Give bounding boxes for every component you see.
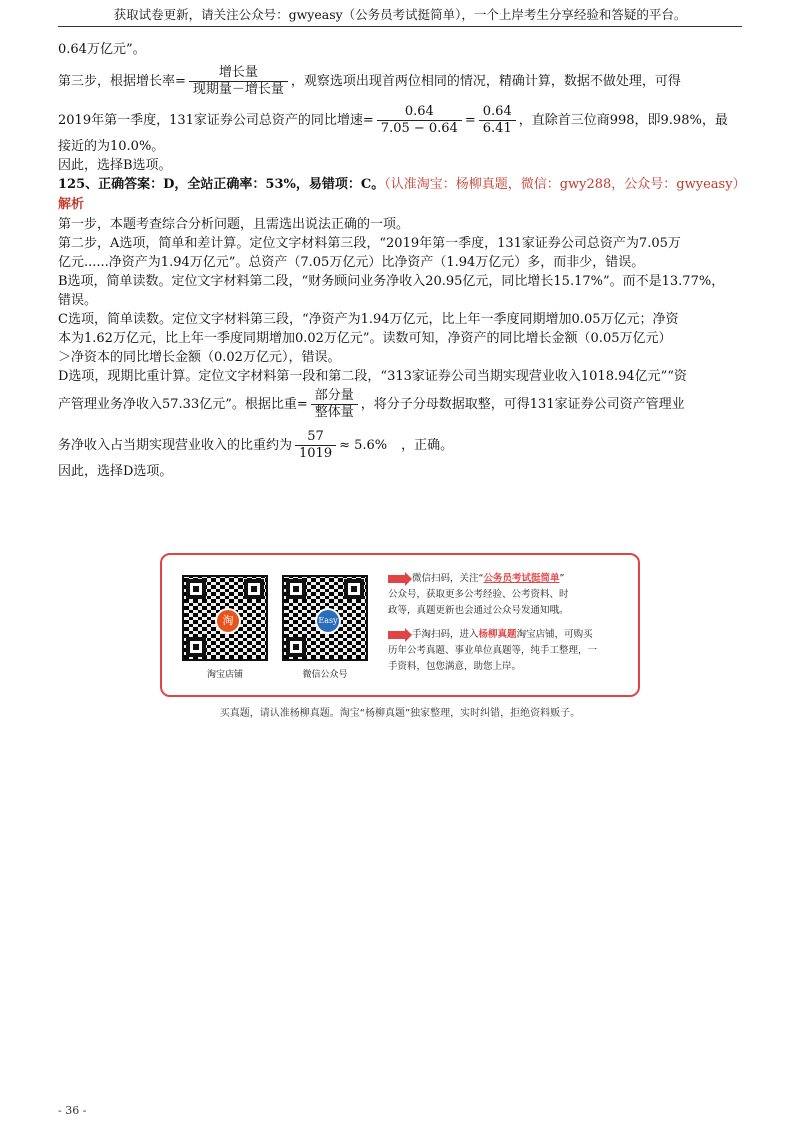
taobao-promo bbox=[388, 627, 628, 675]
promo-text-segment: 政等，真题更新也会通过公众号发通知哦。 bbox=[388, 605, 569, 616]
taobao-shop-link[interactable]: 杨柳真题 bbox=[478, 629, 517, 640]
qr-caption: 淘宝店铺 bbox=[206, 670, 243, 680]
qr-code-icon[interactable] bbox=[282, 575, 368, 661]
taobao-logo-icon: 淘 bbox=[215, 608, 241, 634]
text-segment: 产管理业务净收入57.33亿元”。根据比重= bbox=[58, 397, 308, 412]
conclusion-line: 因此，选择B选项。 bbox=[58, 158, 172, 173]
calc-fraction-1 bbox=[377, 104, 462, 137]
page-number: - 36 - bbox=[58, 1104, 87, 1117]
text-line: 本为1.62万亿元，比上年一季度同期增加0.02万亿元”。读数可知，净资产的同比增长金额（0.05万亿元） bbox=[58, 331, 672, 346]
text-segment: ，将分子分母数据取整，可得131家证券公司资产管理业 bbox=[360, 397, 685, 412]
promo-tagline: 买真题，请认准杨柳真题。淘宝“杨柳真题”独家整理，实时纠错，拒绝资料贩子。 bbox=[219, 708, 581, 719]
wechat-promo bbox=[388, 571, 628, 619]
result-fraction bbox=[295, 429, 336, 462]
text-segment: 务净收入占当期实现营业收入的比重约为 bbox=[58, 438, 293, 453]
fraction-denominator: 1019 bbox=[295, 445, 336, 462]
text-segment: 2019年第一季度，131家证券公司总资产的同比增速= bbox=[58, 113, 374, 128]
fraction-numerator: 增长量 bbox=[218, 65, 258, 80]
answer-line bbox=[58, 175, 746, 195]
equals-sign: = bbox=[464, 113, 476, 128]
text-segment: 第三步，根据增长率= bbox=[58, 74, 186, 89]
promo-text-segment: 手淘扫码，进入 bbox=[412, 629, 479, 640]
fraction-numerator: 部分量 bbox=[314, 388, 354, 403]
wechat-account-link[interactable]: 公务员考试挺简单 bbox=[483, 573, 560, 584]
text-line: B选项，简单读数。定位文字材料第二段，“财务顾问业务净收入20.95亿元，同比增长15.17%”。而不是13.77%， bbox=[58, 274, 725, 289]
text-line: ＞净资本的同比增长金额（0.02万亿元），错误。 bbox=[58, 350, 341, 365]
page-header: 获取试卷更新，请关注公众号：gwyeasy（公务员考试挺简单），一个上岸考生分享经验和答疑的平台。 bbox=[58, 6, 742, 27]
text-line: 0.64万亿元”。 bbox=[58, 42, 146, 57]
fraction-numerator: 0.64 bbox=[404, 104, 434, 119]
text-line: C选项，简单读数。定位文字材料第三段，“净资产为1.94万亿元，比上年一季度同期增加0.05万亿元；净资 bbox=[58, 312, 679, 327]
wechat-qr-block bbox=[282, 575, 368, 680]
step3-line bbox=[58, 65, 746, 98]
promo-text-segment: 手资料，包您满意，助您上岸。 bbox=[388, 661, 522, 672]
fraction-numerator: 0.64 bbox=[482, 104, 512, 119]
proportion-line bbox=[58, 388, 746, 421]
qr-code-icon[interactable] bbox=[182, 575, 268, 661]
taobao-qr-block bbox=[182, 575, 268, 680]
approx-value: ≈ 5.6% bbox=[339, 438, 388, 453]
fraction-denominator: 7.05 − 0.64 bbox=[377, 120, 462, 137]
analysis-label: 解析 bbox=[58, 197, 85, 212]
fraction-denominator: 现期量－增长量 bbox=[189, 81, 288, 98]
promo-text-segment: 微信扫码，关注“ bbox=[412, 573, 484, 584]
calc-fraction-2 bbox=[479, 104, 516, 137]
promo-banner bbox=[160, 553, 640, 697]
text-segment: ，正确。 bbox=[401, 438, 454, 453]
text-line: D选项，现期比重计算。定位文字材料第一段和第二段，“313家证券公司当期实现营业收入1018.94亿元”“资 bbox=[58, 369, 687, 384]
fraction-denominator: 6.41 bbox=[479, 120, 516, 137]
easy-logo-icon: Easy bbox=[315, 608, 341, 634]
qr-caption: 微信公众号 bbox=[302, 670, 348, 680]
promo-text-segment: 公众号，获取更多公考经验、公考资料、时 bbox=[388, 589, 569, 600]
text-segment: ，观察选项出现首两位相同的情况，精确计算，数据不做处理，可得 bbox=[290, 74, 681, 89]
pointing-hand-icon bbox=[388, 575, 406, 583]
proportion-formula bbox=[311, 388, 358, 421]
promo-text bbox=[388, 571, 628, 683]
promo-text-segment: 历年公考真题、事业单位真题等，纯手工整理，一 bbox=[388, 645, 598, 656]
fraction-denominator: 整体量 bbox=[311, 404, 358, 421]
promo-text-segment: 淘宝店铺，可购买 bbox=[516, 629, 593, 640]
proportion-result-line bbox=[58, 429, 746, 462]
fraction-numerator: 57 bbox=[307, 429, 324, 444]
text-line: 亿元......净资产为1.94万亿元”。总资产（7.05万亿元）比净资产（1.94万亿元）多，而非少，错误。 bbox=[58, 255, 645, 270]
text-line: 第二步，A选项，简单和差计算。定位文字材料第三段，“2019年第一季度，131家证券公司总资产为7.05万 bbox=[58, 236, 681, 251]
answer-text: 125、正确答案：D，全站正确率：53%，易错项：C。 bbox=[58, 177, 385, 192]
conclusion-line: 因此，选择D选项。 bbox=[58, 464, 173, 479]
text-line: 错误。 bbox=[58, 293, 98, 308]
promo-text-segment: ” bbox=[559, 573, 565, 584]
ad-text: （认准淘宝：杨柳真题，微信：gwy288，公众号：gwyeasy） bbox=[384, 177, 746, 192]
text-line: 第一步，本题考查综合分析问题，且需选出说法正确的一项。 bbox=[58, 217, 410, 232]
document-body bbox=[58, 40, 746, 481]
pointing-hand-icon bbox=[388, 631, 406, 639]
growth-rate-formula bbox=[189, 65, 288, 98]
calc-line bbox=[58, 104, 746, 137]
text-line: 接近的为10.0%。 bbox=[58, 139, 165, 154]
text-segment: ，直除首三位商998，即9.98%，最 bbox=[518, 113, 728, 128]
